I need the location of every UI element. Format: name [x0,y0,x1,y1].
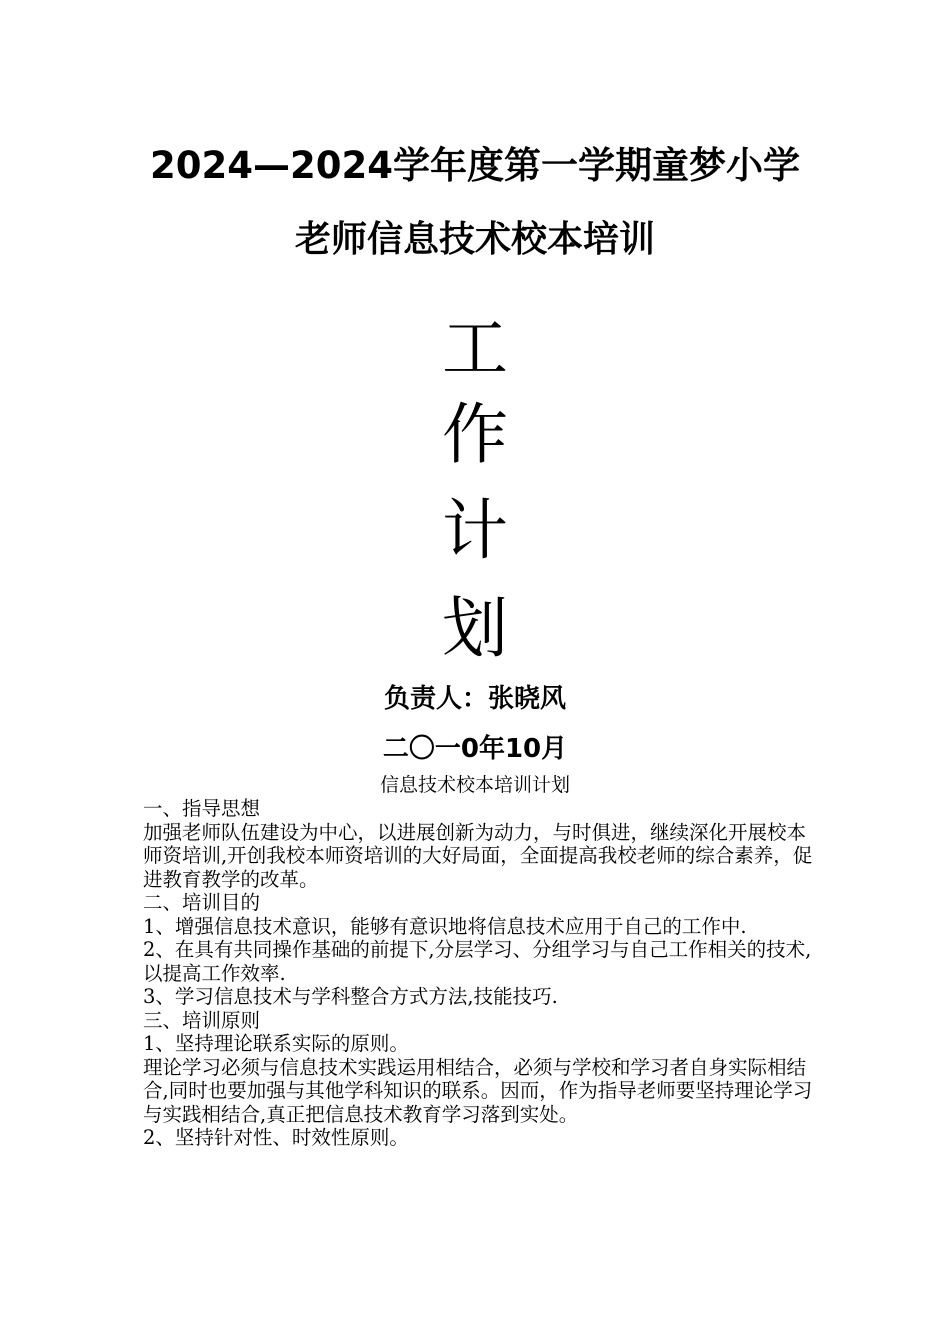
cover-big-char-2: 作 [442,396,508,473]
list-item-principle-2: 2、坚持针对性、时效性原则。 [143,1126,409,1149]
cover-title-line-2: 老师信息技术校本培训 [294,219,655,260]
list-item-principle-1: 1、坚持理论联系实际的原则。 [143,1032,409,1055]
list-item-purpose-3: 3、学习信息技术与学科整合方式方法,技能技巧. [143,985,558,1008]
cover-title-line-1: 2024—2024学年度第一学期童梦小学 [150,144,800,187]
section-heading-training-purpose: 二、培训目的 [143,891,261,914]
list-item-purpose-2: 2、在具有共同操作基础的前提下,分层学习、分组学习与自己工作相关的技术,以提高工作效率. [143,938,812,985]
paragraph-principle-1-detail: 理论学习必须与信息技术实践运用相结合，必须与学校和学习者自身实际相结合,同时也要加强与其他学科知识的联系。因而，作为指导老师要坚持理论学习与实践相结合,真正把信息技术教育学习落到实处。 [143,1055,813,1126]
cover-date: 二〇一0年10月 [382,734,568,764]
section-heading-guiding-ideology: 一、指导思想 [143,797,261,820]
cover-big-char-1: 工 [442,310,508,387]
paragraph-guiding-ideology: 加强老师队伍建设为中心，以进展创新为动力，与时俱进，继续深化开展校本师资培训,开创我校本师资培训的大好局面，全面提高我校老师的综合素养，促进教育教学的改革。 [143,820,813,891]
cover-big-char-4: 划 [442,590,508,667]
document-subtitle: 信息技术校本培训计划 [379,774,570,796]
section-heading-training-principles: 三、培训原则 [143,1008,261,1032]
document-body [143,797,813,1150]
cover-big-char-3: 计 [442,492,508,569]
list-item-purpose-1: 1、增强信息技术意识，能够有意识地将信息技术应用于自己的工作中. [143,914,747,938]
cover-owner: 负责人：张晓风 [383,684,566,714]
